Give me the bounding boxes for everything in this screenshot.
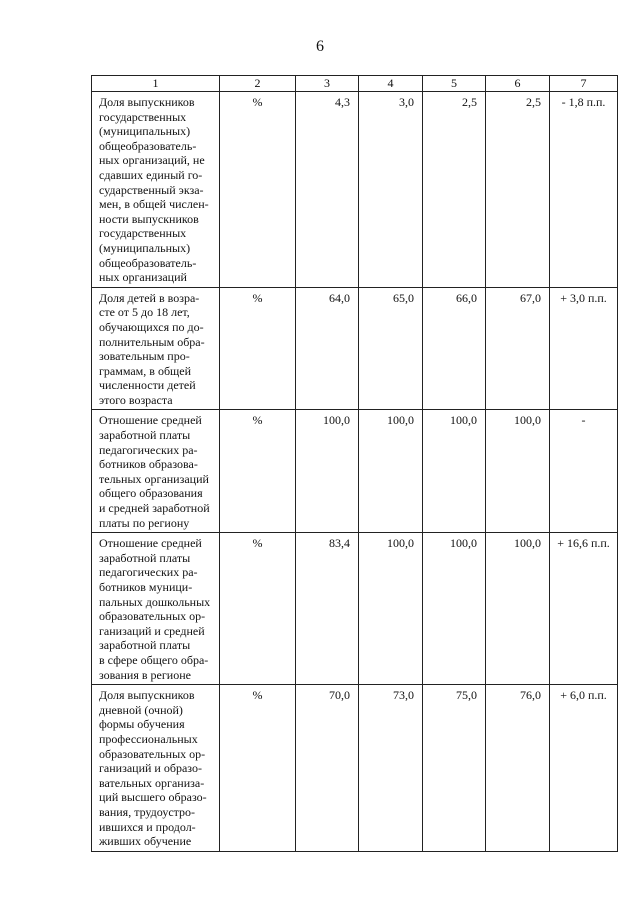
indicator-text-line: пальных дошкольных: [99, 594, 211, 609]
indicator-text-line: в сфере общего обра-: [99, 652, 209, 667]
indicator-text-line: ботников муници-: [99, 580, 193, 594]
value-col4-cell: 73,0: [359, 685, 423, 852]
indicator-text-line: Доля выпускников: [99, 688, 195, 703]
indicator-text-line: общеобразователь-: [99, 138, 197, 153]
value-col4-cell: 100,0: [359, 533, 423, 685]
value-col3-cell: 70,0: [296, 685, 359, 852]
indicator-text-line: заработной платы: [99, 638, 191, 653]
indicator-text-line: (муниципальных): [99, 124, 191, 139]
indicator-text-line: ности выпускников: [99, 211, 199, 226]
indicator-text-line: ганизаций и средней: [99, 623, 205, 638]
indicator-name-cell: [92, 287, 220, 410]
indicator-text-line: формы обучения: [99, 717, 185, 732]
change-cell: - 1,8 п.п.: [550, 92, 618, 288]
column-header: 1: [92, 76, 220, 92]
value-col6-cell: 2,5: [486, 92, 550, 288]
table-row: [92, 685, 618, 852]
indicator-text-line: педагогических ра-: [99, 565, 198, 580]
indicator-text-line: ных организаций, не: [99, 153, 205, 168]
column-header: 7: [550, 76, 618, 92]
indicator-text-line: обучающихся по до-: [99, 319, 204, 334]
indicator-name-cell: [92, 92, 220, 288]
change-cell: + 16,6 п.п.: [550, 533, 618, 685]
column-header: 4: [359, 76, 423, 92]
indicator-text-line: образовательных ор-: [99, 609, 206, 624]
indicator-text-line: сударственный экза-: [99, 182, 204, 197]
indicator-text-line: дневной (очной): [99, 702, 183, 717]
unit-cell: %: [220, 685, 296, 852]
indicator-text-line: этого возраста: [99, 392, 173, 407]
table-row: [92, 533, 618, 685]
indicator-text-line: (муниципальных): [99, 240, 191, 255]
indicator-text-line: зования в регионе: [99, 667, 191, 682]
value-col3-cell: 100,0: [296, 410, 359, 533]
indicator-text-line: численности детей: [99, 378, 196, 393]
change-cell: + 6,0 п.п.: [550, 685, 618, 852]
unit-cell: %: [220, 92, 296, 288]
indicator-text-line: общеобразователь-: [99, 255, 197, 270]
value-col5-cell: 100,0: [423, 410, 486, 533]
indicator-text-line: ций высшего образо-: [99, 790, 207, 805]
table-row: [92, 287, 618, 410]
value-col3-cell: 83,4: [296, 533, 359, 685]
indicator-text-line: тельных организаций: [99, 471, 209, 486]
indicator-text-line: образовательных ор-: [99, 746, 206, 761]
indicator-text-line: профессиональных: [99, 731, 198, 746]
indicator-text-line: вания, трудоустро-: [99, 804, 196, 819]
indicator-text-line: ботников образова-: [99, 457, 198, 472]
indicator-text-line: заработной платы: [99, 428, 191, 443]
indicator-text-line: сте от 5 до 18 лет,: [99, 305, 190, 320]
indicator-text-line: вательных организа-: [99, 775, 205, 790]
indicator-text-line: зовательным про-: [99, 349, 190, 364]
value-col6-cell: 67,0: [486, 287, 550, 410]
table-row: [92, 92, 618, 288]
indicator-text-line: живших обучение: [99, 834, 192, 849]
indicator-text-line: полнительным обра-: [99, 334, 205, 349]
indicator-name-cell: [92, 533, 220, 685]
indicator-text-line: государственных: [99, 226, 187, 241]
value-col6-cell: 100,0: [486, 410, 550, 533]
column-header: 5: [423, 76, 486, 92]
value-col5-cell: 2,5: [423, 92, 486, 288]
indicator-name-cell: [92, 410, 220, 533]
indicator-text-line: заработной платы: [99, 550, 191, 565]
indicator-text-line: ных организаций: [99, 270, 187, 285]
column-header: 2: [220, 76, 296, 92]
column-header: 3: [296, 76, 359, 92]
value-col6-cell: 100,0: [486, 533, 550, 685]
indicator-text-line: Отношение средней: [99, 413, 202, 428]
indicator-text-line: Доля детей в возра-: [99, 290, 200, 305]
indicator-text-line: Доля выпускников: [99, 95, 195, 109]
indicator-text-line: Отношение средней: [99, 536, 202, 551]
unit-cell: %: [220, 287, 296, 410]
indicator-text-line: государственных: [99, 109, 187, 124]
indicator-text-line: ганизаций и образо-: [99, 761, 202, 776]
indicator-text-line: педагогических ра-: [99, 442, 198, 457]
indicator-text-line: мен, в общей числен-: [99, 197, 209, 212]
table-header-row: [92, 76, 618, 92]
value-col5-cell: 100,0: [423, 533, 486, 685]
value-col6-cell: 76,0: [486, 685, 550, 852]
value-col3-cell: 64,0: [296, 287, 359, 410]
indicator-text-line: граммам, в общей: [99, 363, 192, 378]
change-cell: -: [550, 410, 618, 533]
column-header: 6: [486, 76, 550, 92]
change-cell: + 3,0 п.п.: [550, 287, 618, 410]
unit-cell: %: [220, 533, 296, 685]
unit-cell: %: [220, 410, 296, 533]
indicator-text-line: ившихся и продол-: [99, 819, 196, 834]
value-col4-cell: 3,0: [359, 92, 423, 288]
indicator-text-line: платы по региону: [99, 515, 190, 530]
value-col4-cell: 100,0: [359, 410, 423, 533]
value-col3-cell: 4,3: [296, 92, 359, 288]
page-number: 6: [316, 38, 324, 55]
indicator-name-cell: [92, 685, 220, 852]
indicators-table: [91, 75, 618, 852]
value-col5-cell: 66,0: [423, 287, 486, 410]
indicator-text-line: общего образования: [99, 486, 203, 501]
table-row: [92, 410, 618, 533]
indicator-text-line: сдавших единый го-: [99, 167, 203, 182]
value-col4-cell: 65,0: [359, 287, 423, 410]
indicator-text-line: и средней заработной: [99, 501, 210, 516]
value-col5-cell: 75,0: [423, 685, 486, 852]
